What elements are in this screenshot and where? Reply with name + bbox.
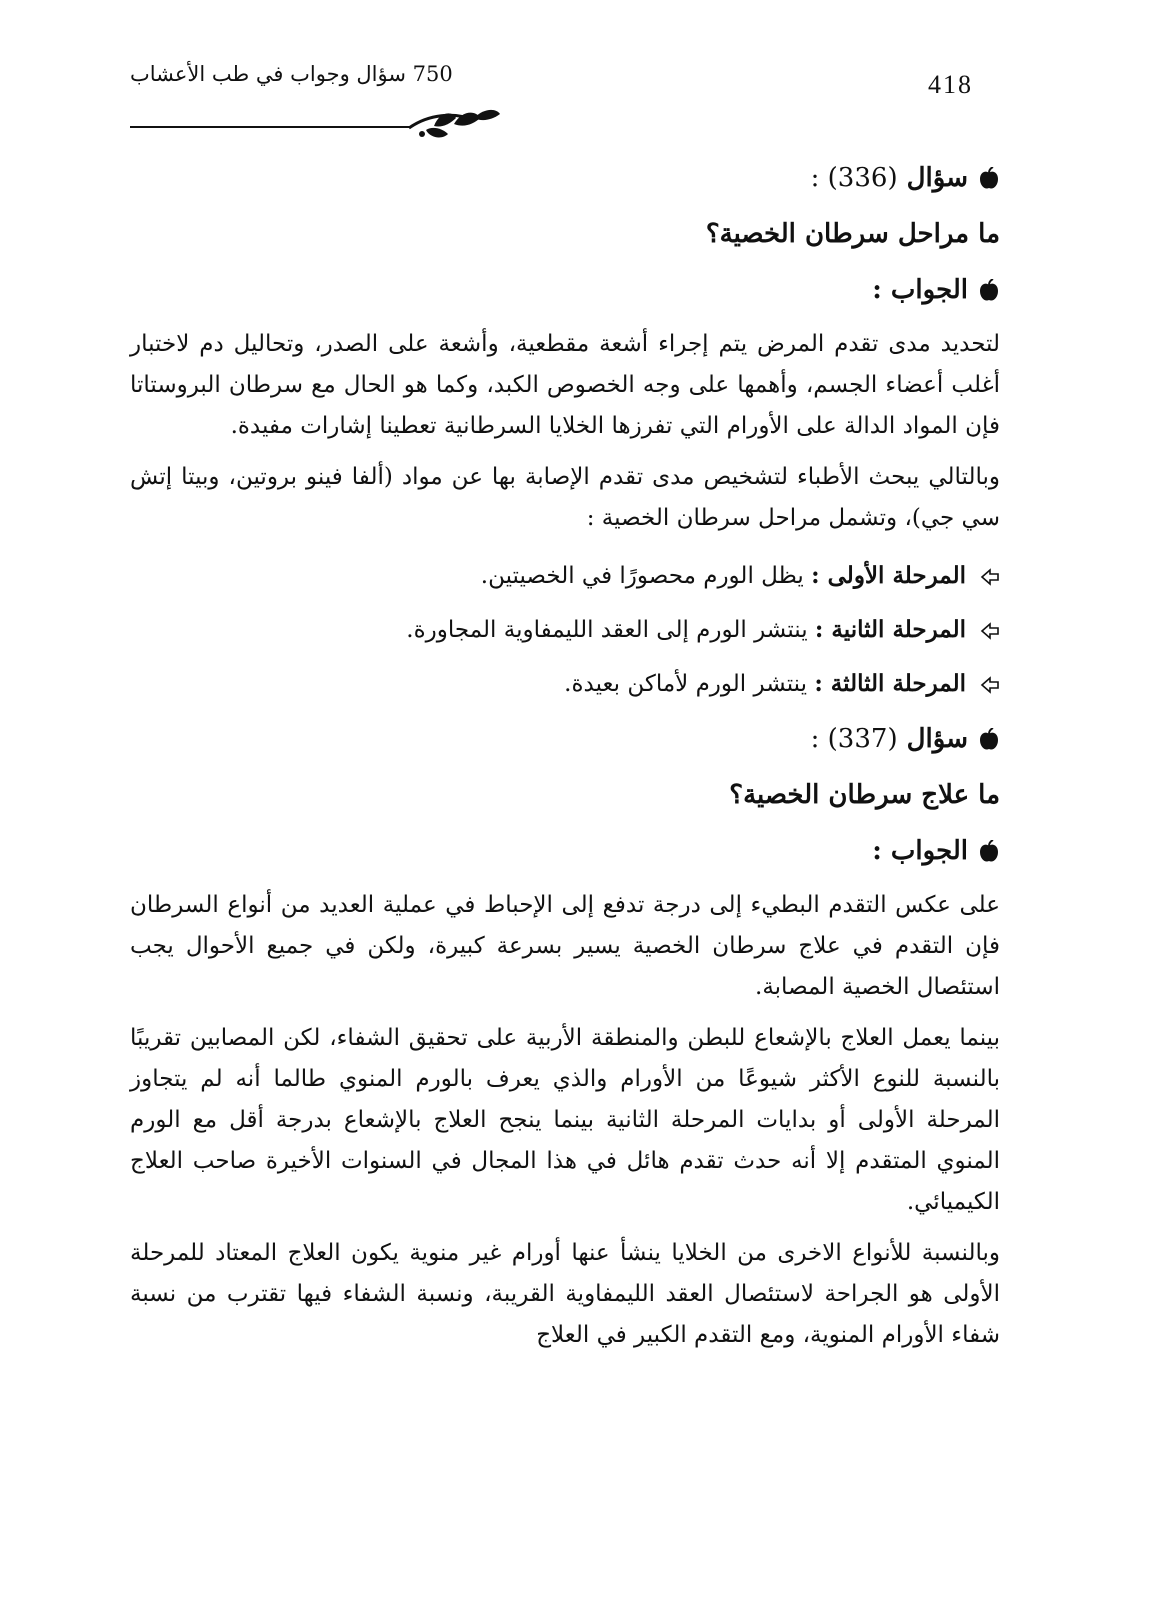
answer-337-paragraph: على عكس التقدم البطيء إلى درجة تدفع إلى الإحباط في عملية العديد من أنواع السرطان فإن التقدم في علاج سرطان الخصية يسير بسرعة كبيرة، ولكن في جميع الأحوال يجب استئصال الخصية المصابة.	[130, 892, 1000, 1000]
arrow-bullet-icon	[980, 621, 1000, 641]
page-number: 418	[928, 70, 973, 99]
question-number: (336) :	[810, 163, 898, 193]
page-body	[130, 150, 1000, 1366]
answer-337-paragraph: بينما يعمل العلاج بالإشعاع للبطن والمنطقة الأربية على تحقيق الشفاء، لكن المصابين تقريبًا بالنسبة للنوع الأكثر شيوعًا من الأورام والذي يعرف بالورم المنوي طالما أنه لم يتجاوز المرحلة الأولى أو بدايات المرحلة الثانية بينما ينجح العلاج بالإشعاع بدرجة أقل مع الورم المنوي المتقدم إلا أنه حدث تقدم هائل في هذا المجال في السنوات الأخيرة صاحب العلاج الكيميائي.	[130, 1025, 1000, 1215]
arrow-bullet-icon	[980, 567, 1000, 587]
answer-337-paragraph: وبالنسبة للأنواع الاخرى من الخلايا ينشأ عنها أورام غير منوية يكون العلاج المعتاد للمرحلة الأولى هو الجراحة لاستئصال العقد الليمفاوية القريبة، ونسبة الشفاء فيها تقترب من نسبة شفاء الأورام المنوية، ومع التقدم الكبير في العلاج	[130, 1240, 1000, 1348]
answer-label: الجواب :	[872, 836, 968, 866]
leaf-ornament-icon	[404, 104, 504, 144]
stage-text: ينتشر الورم لأماكن بعيدة.	[564, 671, 807, 697]
apple-bullet-icon	[978, 279, 1000, 303]
stage-text: يظل الورم محصورًا في الخصيتين.	[480, 563, 804, 589]
apple-bullet-icon	[978, 728, 1000, 752]
question-336-text: ما مراحل سرطان الخصية؟	[705, 219, 1000, 249]
running-title: 750 سؤال وجواب في طب الأعشاب	[130, 62, 453, 86]
apple-bullet-icon	[978, 167, 1000, 191]
question-336-heading	[130, 150, 1000, 206]
stage-item	[130, 657, 1000, 711]
apple-bullet-icon	[978, 840, 1000, 864]
answer-label: الجواب :	[872, 275, 968, 305]
answer-336-heading	[130, 262, 1000, 318]
stage-name: المرحلة الأولى :	[811, 562, 966, 589]
question-number: (337) :	[810, 724, 898, 754]
answer-336-paragraph: لتحديد مدى تقدم المرض يتم إجراء أشعة مقطعية، وأشعة على الصدر، وتحاليل دم لاختبار أغلب أعضاء الجسم، وأهمها على وجه الخصوص الكبد، وكما هو الحال مع سرطان البروستاتا فإن المواد الدالة على الأورام التي تفرزها الخلايا السرطانية تعطينا إشارات مفيدة.	[130, 331, 1000, 439]
stage-item	[130, 549, 1000, 603]
stage-item	[130, 603, 1000, 657]
stage-text: ينتشر الورم إلى العقد الليمفاوية المجاورة.	[406, 617, 808, 643]
answer-337-heading	[130, 823, 1000, 879]
arrow-bullet-icon	[980, 675, 1000, 695]
answer-336-paragraph: وبالتالي يبحث الأطباء لتشخيص مدى تقدم الإصابة بها عن مواد (ألفا فينو بروتين، وبيتا إتش سي جي)، وتشمل مراحل سرطان الخصية :	[130, 464, 1000, 531]
question-label: سؤال	[906, 163, 968, 193]
stage-name: المرحلة الثالثة :	[814, 670, 966, 697]
question-label: سؤال	[906, 724, 968, 754]
question-337-text: ما علاج سرطان الخصية؟	[729, 780, 1000, 810]
header-rule	[130, 126, 410, 128]
question-337-heading	[130, 711, 1000, 767]
stage-name: المرحلة الثانية :	[814, 616, 966, 643]
